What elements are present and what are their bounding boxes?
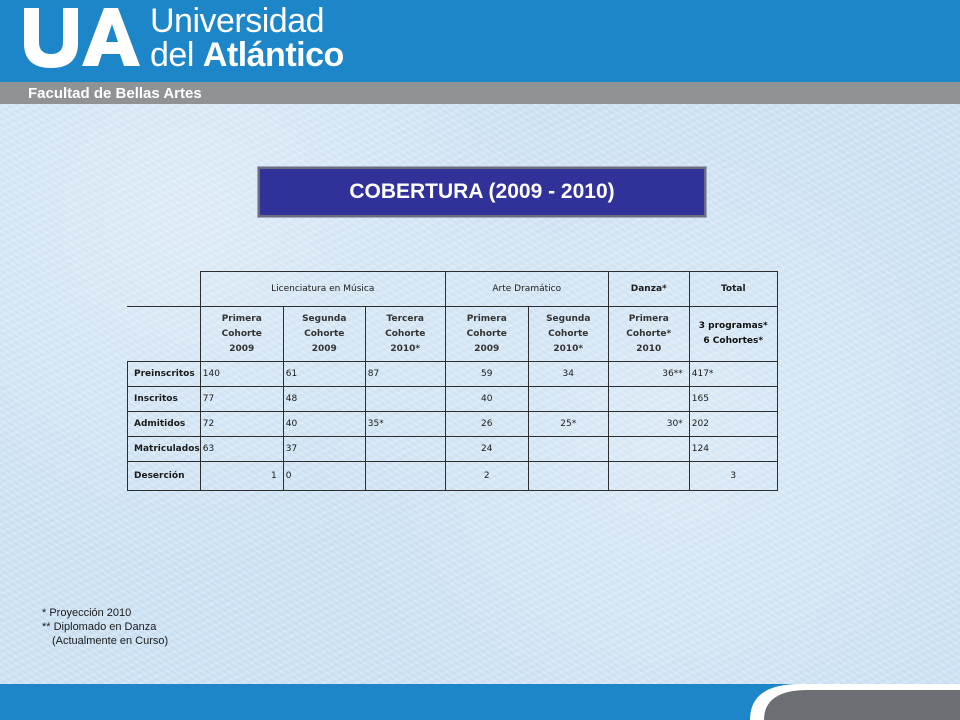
university-name-del: del	[150, 36, 203, 74]
table-cell: 63	[200, 437, 283, 462]
table-cell: 40	[445, 387, 528, 412]
table-cell: 165	[689, 387, 777, 412]
group-header-arte-dramatico: Arte Dramático	[445, 272, 608, 307]
university-name-line2	[150, 38, 344, 72]
subheader-cell: Segunda Cohorte 2010*	[528, 307, 608, 362]
table-cell	[365, 437, 445, 462]
table-cell: 40	[283, 412, 365, 437]
table-row	[128, 387, 778, 412]
faculty-bar	[0, 82, 960, 104]
subheader-cell: Segunda Cohorte 2009	[283, 307, 365, 362]
slide-title: COBERTURA (2009 - 2010)	[258, 167, 706, 217]
table-cell: 87	[365, 362, 445, 387]
table-cell: 24	[445, 437, 528, 462]
table-subheader-row	[128, 307, 778, 362]
row-label: Inscritos	[128, 387, 201, 412]
footnote-projection: * Proyección 2010	[42, 607, 132, 619]
subheader-cell: Primera Cohorte 2009	[445, 307, 528, 362]
table-cell: 417*	[689, 362, 777, 387]
footer-decoration-icon	[740, 684, 960, 720]
row-label: Deserción	[128, 462, 201, 491]
table-cell	[608, 437, 689, 462]
table-cell	[608, 387, 689, 412]
table-row	[128, 412, 778, 437]
table-cell: 77	[200, 387, 283, 412]
group-header-total: Total	[689, 272, 777, 307]
table-cell: 3	[689, 462, 777, 491]
table-cell: 30*	[608, 412, 689, 437]
table-cell: 140	[200, 362, 283, 387]
table-cell	[365, 387, 445, 412]
footnote-diploma: ** Diplomado en Danza	[42, 621, 157, 633]
table-cell: 124	[689, 437, 777, 462]
university-name-atlantico: Atlántico	[202, 36, 344, 74]
table-corner-cell	[128, 307, 201, 362]
table-cell: 72	[200, 412, 283, 437]
table-cell: 26	[445, 412, 528, 437]
table-row	[128, 362, 778, 387]
table-cell: 36**	[608, 362, 689, 387]
row-label: Admitidos	[128, 412, 201, 437]
table-row	[128, 462, 778, 491]
table-cell	[608, 462, 689, 491]
table-cell: 59	[445, 362, 528, 387]
footnote-in-progress: (Actualmente en Curso)	[52, 635, 169, 647]
subheader-cell: Primera Cohorte 2009	[200, 307, 283, 362]
row-label: Preinscritos	[128, 362, 201, 387]
footnotes	[42, 606, 168, 648]
university-logo-icon	[22, 4, 144, 70]
subheader-cell-total: 3 programas* 6 Cohortes*	[689, 307, 777, 362]
table-cell: 35*	[365, 412, 445, 437]
group-header-musica: Licenciatura en Música	[200, 272, 445, 307]
subheader-cell: Tercera Cohorte 2010*	[365, 307, 445, 362]
table-cell: 1	[200, 462, 283, 491]
row-label: Matriculados	[128, 437, 201, 462]
table-cell: 34	[528, 362, 608, 387]
table-cell: 0	[283, 462, 365, 491]
coverage-table	[127, 271, 778, 491]
table-cell	[365, 462, 445, 491]
university-name	[150, 4, 344, 72]
table-cell	[528, 387, 608, 412]
faculty-name: Facultad de Bellas Artes	[28, 85, 202, 102]
table-cell: 2	[445, 462, 528, 491]
header-banner	[0, 0, 960, 82]
table-cell: 202	[689, 412, 777, 437]
logo-mark-text: UA	[22, 4, 24, 5]
table-cell: 61	[283, 362, 365, 387]
table-cell	[528, 437, 608, 462]
subheader-cell: Primera Cohorte* 2010	[608, 307, 689, 362]
table-cell: 37	[283, 437, 365, 462]
table-cell: 25*	[528, 412, 608, 437]
table-group-header-row	[128, 272, 778, 307]
table-corner-cell	[128, 272, 201, 307]
group-header-danza: Danza*	[608, 272, 689, 307]
table-row	[128, 437, 778, 462]
table-cell	[528, 462, 608, 491]
university-name-line1: Universidad	[150, 2, 325, 40]
table-cell: 48	[283, 387, 365, 412]
